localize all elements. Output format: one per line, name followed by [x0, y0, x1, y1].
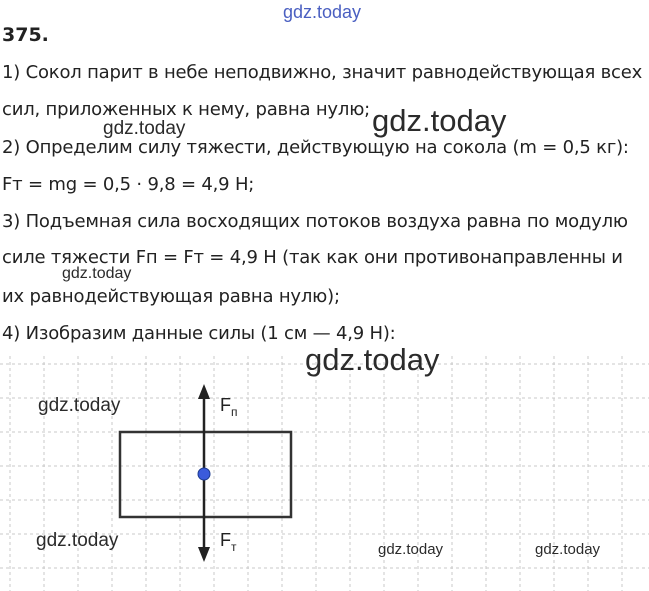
watermark: gdz.today	[103, 118, 186, 139]
center-point	[198, 468, 210, 480]
text-line-1: 1) Сокол парит в небе неподвижно, значит равнодействующая всех	[2, 62, 643, 83]
text-line-3: 2) Определим силу тяжести, действующую на сокола (m = 0,5 кг):	[2, 137, 629, 158]
watermark: gdz.today	[62, 265, 132, 282]
text-line-6: силе тяжести Fп = Fт = 4,9 Н (так как они противонаправленны и	[2, 247, 623, 268]
gravity-arrowhead	[198, 547, 210, 562]
watermark: gdz.today	[36, 530, 119, 551]
lift-arrowhead	[198, 384, 210, 399]
watermark: gdz.today	[378, 541, 444, 558]
watermark: gdz.today	[535, 541, 601, 558]
watermark: gdz.today	[372, 103, 507, 138]
formula-line: Fт = mg = 0,5 · 9,8 = 4,9 Н;	[2, 174, 255, 195]
problem-number: 375.	[2, 24, 49, 46]
text-line-2: сил, приложенных к нему, равна нулю;	[2, 99, 371, 120]
text-line-5: 3) Подъемная сила восходящих потоков воздуха равна по модулю	[2, 211, 628, 232]
watermark: gdz.today	[283, 2, 362, 22]
text-line-7: их равнодействующая равна нулю);	[2, 286, 340, 307]
watermark: gdz.today	[305, 342, 440, 377]
text-line-8: 4) Изобразим данные силы (1 см — 4,9 Н):	[2, 323, 396, 344]
gravity-force-label: $F_т$	[220, 530, 237, 554]
watermark: gdz.today	[38, 395, 121, 416]
lift-force-label: $F_п$	[220, 395, 238, 419]
